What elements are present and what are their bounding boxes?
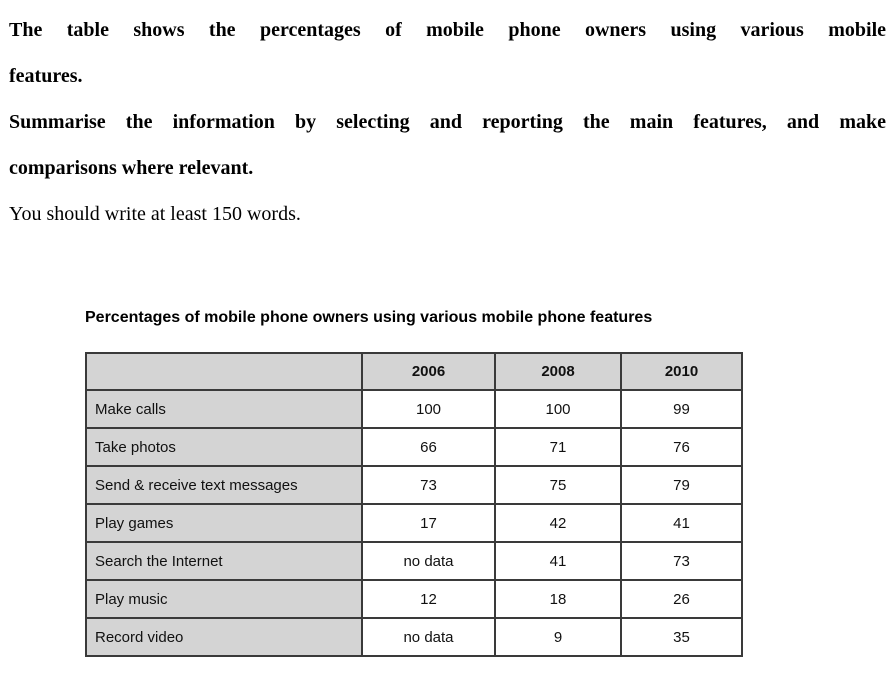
- cell-value: 99: [621, 390, 742, 428]
- table-row-record-video: [86, 618, 742, 656]
- cell-value: 26: [621, 580, 742, 618]
- cell-value: 73: [621, 542, 742, 580]
- row-label: Record video: [86, 618, 362, 656]
- table-row-play-games: [86, 504, 742, 542]
- year-column-header-2010: 2010: [621, 353, 742, 390]
- cell-value: 76: [621, 428, 742, 466]
- cell-value: 71: [495, 428, 621, 466]
- data-table: [85, 352, 743, 657]
- cell-value: 35: [621, 618, 742, 656]
- cell-value: 100: [495, 390, 621, 428]
- task-paragraph2-line2: comparisons where relevant.: [9, 157, 254, 179]
- feature-column-header-blank: [86, 353, 362, 390]
- cell-value: 66: [362, 428, 495, 466]
- cell-value: 9: [495, 618, 621, 656]
- cell-value: 79: [621, 466, 742, 504]
- cell-value: 41: [495, 542, 621, 580]
- cell-value: no data: [362, 618, 495, 656]
- table-title: Percentages of mobile phone owners using various mobile phone features: [85, 309, 653, 326]
- year-column-header-2006: 2006: [362, 353, 495, 390]
- cell-value: 12: [362, 580, 495, 618]
- row-label: Make calls: [86, 390, 362, 428]
- cell-value: 75: [495, 466, 621, 504]
- task-paragraph1-line2: features.: [9, 65, 83, 87]
- row-label: Search the Internet: [86, 542, 362, 580]
- table-header-row: [86, 353, 742, 390]
- task-paragraph1-line1: The table shows the percentages of mobile phone owners using various mobile: [9, 19, 886, 41]
- table-row-take-photos: [86, 428, 742, 466]
- cell-value: 100: [362, 390, 495, 428]
- word-count-note: You should write at least 150 words.: [9, 203, 301, 225]
- table-row-text-messages: [86, 466, 742, 504]
- task-paragraph2-line1: Summarise the information by selecting and reporting the main features, and make: [9, 111, 886, 133]
- cell-value: 42: [495, 504, 621, 542]
- year-column-header-2008: 2008: [495, 353, 621, 390]
- cell-value: 73: [362, 466, 495, 504]
- cell-value: no data: [362, 542, 495, 580]
- table-row-play-music: [86, 580, 742, 618]
- cell-value: 41: [621, 504, 742, 542]
- task-instructions: [0, 0, 896, 237]
- row-label: Take photos: [86, 428, 362, 466]
- table-figure: [85, 308, 896, 657]
- cell-value: 18: [495, 580, 621, 618]
- row-label: Play music: [86, 580, 362, 618]
- row-label: Send & receive text messages: [86, 466, 362, 504]
- cell-value: 17: [362, 504, 495, 542]
- table-row-make-calls: [86, 390, 742, 428]
- row-label: Play games: [86, 504, 362, 542]
- table-row-search-internet: [86, 542, 742, 580]
